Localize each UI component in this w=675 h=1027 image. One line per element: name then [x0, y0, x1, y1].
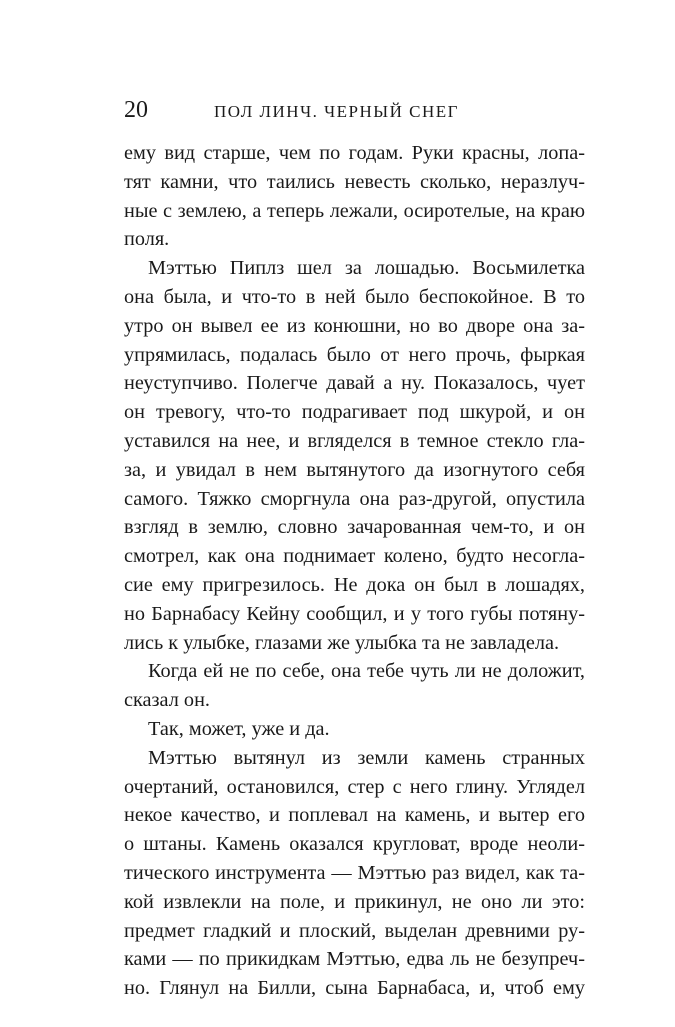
text-line: Мэттью вытянул из земли камень странных: [148, 746, 585, 769]
text-line: сие ему пригрезилось. Не дока он был в лошадях,: [124, 573, 585, 596]
text-line: тят камни, что таились невесть сколько, неразлуч-: [124, 170, 585, 193]
text-line: Так, может, уже и да.: [148, 717, 330, 740]
text-line: предмет гладкий и плоский, выделан древними ру-: [124, 919, 585, 942]
text-line: очертаний, остановился, стер с него глину. Углядел: [124, 775, 585, 798]
text-line: ему вид старше, чем по годам. Руки красны, лопа-: [124, 142, 585, 164]
running-head: ПОЛ ЛИНЧ. ЧЕРНЫЙ СНЕГ: [214, 102, 459, 121]
text-line: утро он вывел ее из конюшни, но во дворе она за-: [124, 314, 585, 337]
text-line: Когда ей не по себе, она тебе чуть ли не доложит,: [148, 660, 585, 683]
text-line: самого. Тяжко сморгнула она раз-другой, опустила: [124, 487, 585, 510]
text-line: но. Глянул на Билли, сына Барнабаса, и, чтоб ему: [124, 977, 585, 1000]
text-line: за, и увидал в нем вытянутого да изогнутого себя: [124, 458, 585, 481]
text-line: он тревогу, что-то подрагивает под шкурой, и он: [124, 401, 585, 424]
text-line: о штаны. Камень оказался кругловат, вроде неоли-: [124, 833, 585, 856]
text-line: она была, и что-то в ней было беспокойное. В то: [124, 285, 585, 308]
text-line: лись к улыбке, глазами же улыбка та не завладела.: [124, 631, 560, 654]
text-line: ные с землею, а теперь лежали, осиротелые, на краю: [124, 199, 585, 222]
page-number: 20: [124, 97, 148, 123]
text-line: некое качество, и поплевал на камень, и вытер его: [124, 804, 585, 827]
text-line: сказал он.: [124, 689, 210, 712]
text-line: поля.: [124, 228, 170, 251]
text-line: уставился на нее, и вгляделся в темное стекло гла-: [124, 429, 585, 452]
body-text: [124, 139, 585, 1003]
text-line: неуступчиво. Полегче давай а ну. Показалось, чует: [124, 372, 585, 395]
text-line: взгляд в землю, словно зачарованная чем-то, и он: [124, 516, 585, 539]
text-line: тического инструмента — Мэттью раз видел, как та-: [124, 861, 585, 884]
text-line: кой извлекли на поле, и прикинул, не оно ли это:: [124, 890, 585, 913]
text-line: ками — по прикидкам Мэттью, едва ль не безупреч-: [124, 948, 585, 971]
text-line: смотрел, как она поднимает колено, будто несогла-: [124, 545, 585, 568]
text-line: но Барнабасу Кейну сообщил, и у того губы потяну-: [124, 602, 585, 625]
text-line: упрямилась, подалась было от него прочь, фыркая: [124, 343, 585, 366]
text-line: Мэттью Пиплз шел за лошадью. Восьмилетка: [148, 257, 585, 280]
